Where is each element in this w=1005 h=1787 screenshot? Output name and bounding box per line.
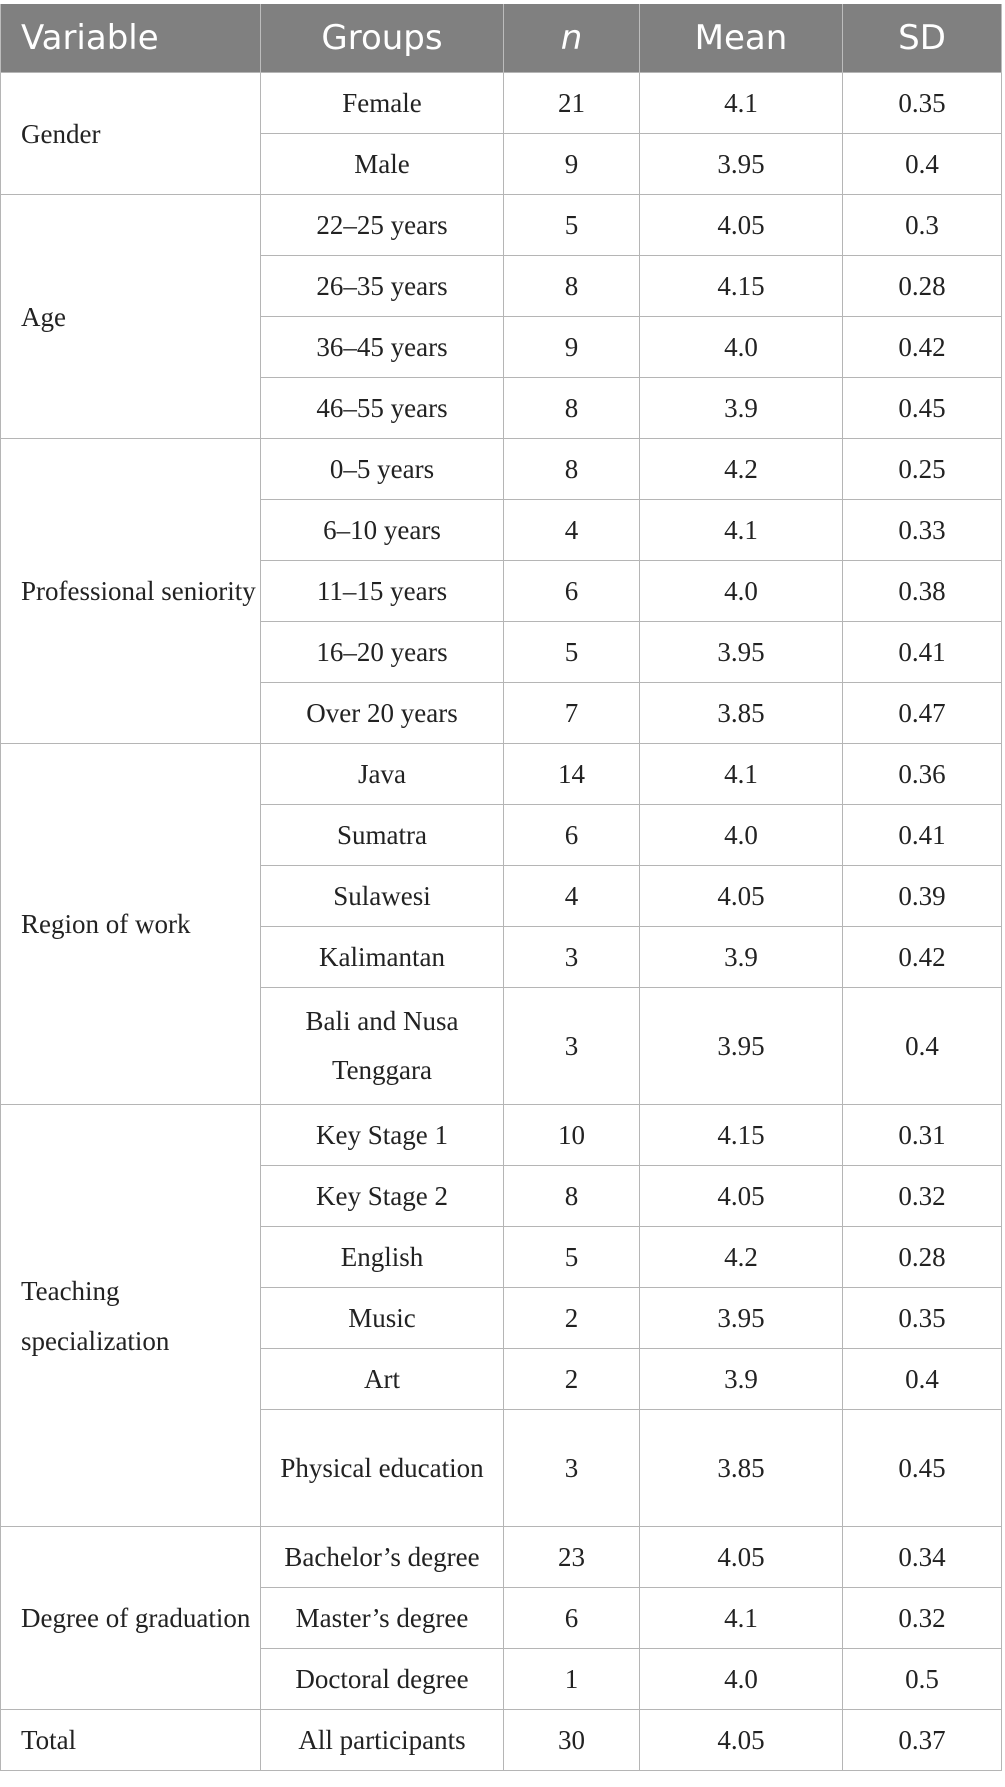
group-cell: Physical education [261,1410,504,1527]
sd-cell: 0.5 [843,1649,1002,1710]
n-cell: 3 [504,1410,640,1527]
n-cell: 2 [504,1349,640,1410]
sd-cell: 0.28 [843,256,1002,317]
group-cell: English [261,1227,504,1288]
mean-cell: 4.0 [640,561,843,622]
sd-cell: 0.36 [843,744,1002,805]
sd-cell: 0.41 [843,622,1002,683]
variable-cell: Region of work [1,744,261,1105]
sd-cell: 0.3 [843,195,1002,256]
n-cell: 3 [504,927,640,988]
mean-cell: 4.2 [640,1227,843,1288]
mean-cell: 4.1 [640,500,843,561]
header-groups: Groups [261,4,504,73]
mean-cell: 3.85 [640,1410,843,1527]
table-row [1,195,1002,256]
group-cell: 36–45 years [261,317,504,378]
group-cell: Bachelor’s degree [261,1527,504,1588]
mean-cell: 3.9 [640,1349,843,1410]
group-cell: 46–55 years [261,378,504,439]
sd-cell: 0.38 [843,561,1002,622]
sd-cell: 0.33 [843,500,1002,561]
n-cell: 2 [504,1288,640,1349]
group-cell: Art [261,1349,504,1410]
mean-cell: 4.1 [640,744,843,805]
header-mean: Mean [640,4,843,73]
n-cell: 9 [504,317,640,378]
group-cell: 11–15 years [261,561,504,622]
mean-cell: 4.2 [640,439,843,500]
sd-cell: 0.28 [843,1227,1002,1288]
table-row [1,1105,1002,1166]
group-cell: Bali and Nusa Tenggara [261,988,504,1105]
mean-cell: 4.15 [640,1105,843,1166]
n-cell: 8 [504,256,640,317]
variable-cell: Gender [1,73,261,195]
n-cell: 1 [504,1649,640,1710]
sd-cell: 0.35 [843,1288,1002,1349]
sd-cell: 0.4 [843,988,1002,1105]
mean-cell: 3.95 [640,1288,843,1349]
sd-cell: 0.42 [843,317,1002,378]
table-row [1,1710,1002,1771]
mean-cell: 4.0 [640,1649,843,1710]
sd-cell: 0.4 [843,134,1002,195]
group-cell: Key Stage 2 [261,1166,504,1227]
n-cell: 6 [504,805,640,866]
group-cell: Key Stage 1 [261,1105,504,1166]
sd-cell: 0.41 [843,805,1002,866]
n-cell: 3 [504,988,640,1105]
sd-cell: 0.4 [843,1349,1002,1410]
group-cell: Java [261,744,504,805]
group-cell: Doctoral degree [261,1649,504,1710]
sd-cell: 0.45 [843,1410,1002,1527]
mean-cell: 3.9 [640,927,843,988]
n-cell: 8 [504,439,640,500]
table-row [1,744,1002,805]
table-row [1,1527,1002,1588]
mean-cell: 4.1 [640,1588,843,1649]
mean-cell: 4.0 [640,317,843,378]
n-cell: 30 [504,1710,640,1771]
mean-cell: 4.05 [640,1166,843,1227]
variable-cell: Total [1,1710,261,1771]
n-cell: 6 [504,561,640,622]
sd-cell: 0.37 [843,1710,1002,1771]
table-row [1,73,1002,134]
group-cell: 22–25 years [261,195,504,256]
header-variable: Variable [1,4,261,73]
descriptive-statistics-table [0,4,1002,1771]
group-cell: Sulawesi [261,866,504,927]
sd-cell: 0.39 [843,866,1002,927]
mean-cell: 3.85 [640,683,843,744]
table-container [0,4,1001,1771]
n-cell: 8 [504,378,640,439]
mean-cell: 4.15 [640,256,843,317]
header-row [1,4,1002,73]
variable-cell: Age [1,195,261,439]
mean-cell: 4.05 [640,1710,843,1771]
group-cell: 6–10 years [261,500,504,561]
group-cell: Over 20 years [261,683,504,744]
mean-cell: 4.05 [640,195,843,256]
n-cell: 23 [504,1527,640,1588]
sd-cell: 0.31 [843,1105,1002,1166]
table-header [1,4,1002,73]
sd-cell: 0.35 [843,73,1002,134]
n-cell: 10 [504,1105,640,1166]
n-cell: 7 [504,683,640,744]
n-cell: 5 [504,622,640,683]
n-cell: 9 [504,134,640,195]
group-cell: Music [261,1288,504,1349]
mean-cell: 3.9 [640,378,843,439]
variable-cell: Teaching specialization [1,1105,261,1527]
n-cell: 6 [504,1588,640,1649]
n-cell: 5 [504,195,640,256]
variable-cell: Degree of graduation [1,1527,261,1710]
variable-cell: Professional seniority [1,439,261,744]
n-cell: 5 [504,1227,640,1288]
n-cell: 4 [504,866,640,927]
n-cell: 8 [504,1166,640,1227]
sd-cell: 0.45 [843,378,1002,439]
mean-cell: 3.95 [640,988,843,1105]
n-cell: 4 [504,500,640,561]
mean-cell: 4.05 [640,1527,843,1588]
group-cell: All participants [261,1710,504,1771]
sd-cell: 0.32 [843,1588,1002,1649]
mean-cell: 4.05 [640,866,843,927]
group-cell: Master’s degree [261,1588,504,1649]
group-cell: 16–20 years [261,622,504,683]
sd-cell: 0.32 [843,1166,1002,1227]
sd-cell: 0.34 [843,1527,1002,1588]
header-sd: SD [843,4,1002,73]
header-n: n [504,4,640,73]
mean-cell: 3.95 [640,622,843,683]
table-body [1,73,1002,1771]
mean-cell: 3.95 [640,134,843,195]
n-cell: 14 [504,744,640,805]
mean-cell: 4.0 [640,805,843,866]
table-row [1,439,1002,500]
group-cell: 26–35 years [261,256,504,317]
n-cell: 21 [504,73,640,134]
group-cell: Sumatra [261,805,504,866]
group-cell: Male [261,134,504,195]
sd-cell: 0.47 [843,683,1002,744]
group-cell: 0–5 years [261,439,504,500]
group-cell: Kalimantan [261,927,504,988]
sd-cell: 0.42 [843,927,1002,988]
group-cell: Female [261,73,504,134]
mean-cell: 4.1 [640,73,843,134]
sd-cell: 0.25 [843,439,1002,500]
